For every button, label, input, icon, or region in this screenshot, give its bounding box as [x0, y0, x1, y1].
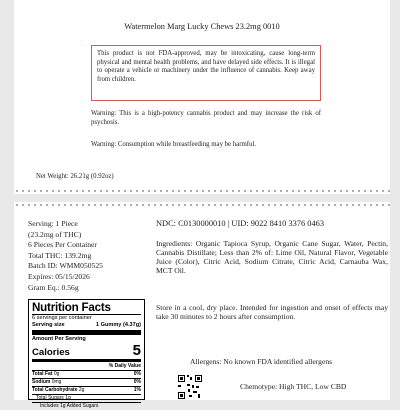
net-weight: Net Weight: 26.21g (0.92oz) — [36, 173, 114, 180]
product-info — [28, 219, 158, 293]
serving-thc: (23.2mg of THC) — [28, 229, 82, 239]
serving-size-value: 1 Gummy (4.37g) — [95, 322, 141, 328]
serving-size-label: Serving size — [32, 322, 65, 328]
calories-value: 5 — [132, 342, 141, 359]
warning-panel — [14, 0, 390, 194]
calories-label: Calories — [32, 347, 70, 358]
total-thc: Total THC: 139.2mg — [28, 250, 92, 260]
amount-per-serving: Amount Per Serving — [32, 336, 86, 342]
perforation-divider — [14, 202, 390, 208]
potency-warning: Warning: This is a high-potency cannabis product and may increase the risk of psychosis. — [91, 110, 321, 126]
fda-warning-box: This product is not FDA-approved, may be intoxicating, cause long-term physical and mental health problems, and have delayed side effects. It is illegal to operate a vehicle or machinery under the influence of cannabis. Keep away from children. — [91, 45, 321, 101]
breastfeeding-warning: Warning: Consumption while breastfeeding may be harmful. — [91, 141, 256, 148]
info-panel — [14, 202, 390, 409]
pieces-per-container: 6 Pieces Per Container — [28, 240, 97, 250]
chemotype: Chemotype: High THC, Low CBD — [240, 382, 347, 391]
serving-line: Serving: 1 Piece — [28, 219, 78, 228]
expiration-date: Expires: 05/15/2026 — [28, 271, 90, 281]
nutrient-row: Total Sugars 1g — [32, 394, 141, 402]
gram-equivalent: Gram Eq.: 0.56g — [28, 282, 79, 292]
daily-value-header: % Daily Value — [108, 363, 141, 369]
nutrition-facts-panel — [28, 299, 145, 409]
batch-id: Batch ID: WMM050525 — [28, 261, 103, 271]
servings-per-container: 6 servings per container — [32, 315, 92, 321]
ingredients: Ingredients: Organic Tapioca Syrup, Organic Cane Sugar, Water, Pectin, Cannabis Distillate; Less than 2% of: Lime Oil, Natural Flavor, Vegetable Juice (Color), Citric Acid, Sodium Citrate, Citric Acid, Carnauba Wax, MCT Oil. — [156, 239, 388, 275]
nutrition-facts-title: Nutrition Facts — [32, 301, 111, 314]
allergens: Allergens: No known FDA identified allergens — [190, 357, 333, 366]
nutrient-row: Total Fat 0g 0% — [32, 371, 141, 377]
perforation-divider — [14, 188, 390, 194]
nutrient-row: Total Carbohydrate 2g 1% — [32, 387, 141, 393]
nutrient-row: Sodium 0mg 0% — [32, 379, 141, 385]
storage-instructions: Store in a cool, dry place. Intended for ingestion and onset of effects may take 30 minutes to 2 hours after consumption. — [156, 303, 388, 321]
ndc-uid: NDC: C0130000010 | UID: 9022 8410 3376 0463 — [156, 219, 325, 228]
product-title: Watermelon Marg Lucky Chews 23.2mg 0010 — [124, 22, 280, 31]
nutrient-row: Includes 1g Added Sugars — [32, 402, 141, 410]
qr-code[interactable] — [177, 374, 203, 400]
